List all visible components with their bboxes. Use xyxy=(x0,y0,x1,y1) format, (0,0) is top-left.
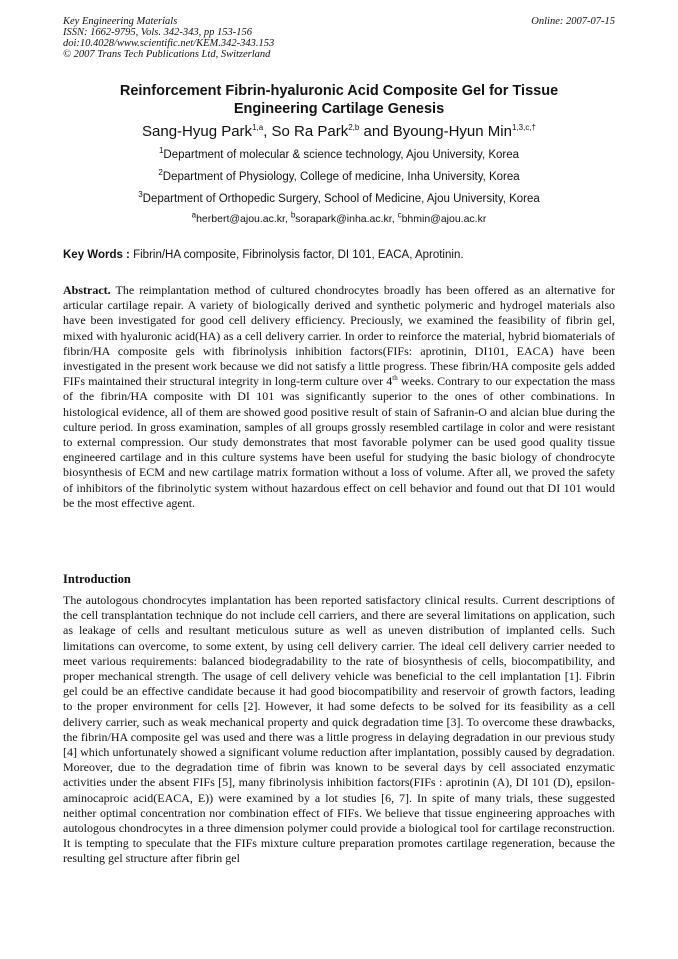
abstract-label: Abstract. xyxy=(63,283,111,297)
author-name: Byoung-Hyun Min xyxy=(392,123,512,140)
journal-name: Key Engineering Materials xyxy=(63,16,178,27)
title-line-2: Engineering Cartilage Genesis xyxy=(233,101,445,117)
affiliation-1 xyxy=(63,148,615,162)
ordinal-suffix: th xyxy=(392,374,398,383)
keywords-label: Key Words : xyxy=(63,249,130,261)
affiliation-mark: 3 xyxy=(138,190,143,200)
author-name: So Ra Park xyxy=(271,123,349,140)
publication-header xyxy=(63,16,615,60)
email-mark: b xyxy=(290,210,296,220)
author-name: Sang-Hyug Park xyxy=(142,123,253,140)
author-conjunction: and xyxy=(363,123,389,140)
email-address[interactable]: sorapark@inha.ac.kr, xyxy=(295,213,395,225)
title-line-1: Reinforcement Fibrin-hyaluronic Acid Composite Gel for Tissue xyxy=(119,83,559,99)
email-address[interactable]: herbert@ajou.ac.kr, xyxy=(196,213,288,225)
email-list xyxy=(63,212,615,226)
paper-title xyxy=(63,82,615,118)
email-mark: c xyxy=(397,210,402,220)
issn-line: ISSN: 1662-9795, Vols. 342-343, pp 153-156 xyxy=(63,27,252,38)
email-address[interactable]: bhmin@ajou.ac.kr xyxy=(401,213,487,225)
author-affiliation-mark: 1,3,c,† xyxy=(511,123,536,132)
author-affiliation-mark: 2,b xyxy=(348,123,360,132)
section-heading-introduction: Introduction xyxy=(63,572,131,586)
affiliation-text: Department of molecular & science technology, Ajou University, Korea xyxy=(163,149,520,161)
affiliation-2 xyxy=(63,170,615,184)
affiliation-text: Department of Physiology, College of medicine, Inha University, Korea xyxy=(162,171,520,183)
affiliation-mark: 2 xyxy=(158,168,163,178)
abstract xyxy=(63,283,615,511)
copyright-line: © 2007 Trans Tech Publications Ltd, Switzerland xyxy=(63,49,271,60)
introduction-paragraph: The autologous chondrocytes implantation has been reported satisfactory clinical results. Current descriptions of the cell transplantation technique do not include cell carriers, and there are several limitations on application, such as leakage of cells and resultant meticulous suture as well as uneven distribution of implanted cells. Such limitations can overcome, to some extent, by using cell delivery carrier. The ideal cell delivery carrier needed to meet various requirements: balanced biodegradability to the rate of biosynthesis of cells, biocompatibility, and proper mechanical strength. The usage of cell delivery vehicle was beneficial to the cell implantation [1]. Fibrin gel could be an effective candidate because it had good biocompatibility and reservoir of growth factors, leading to the proper environment for cells [2]. However, it had some defects to be solved for its feasibility as a cell delivery carrier, such as weak mechanical property and quick degradation time [3]. To overcome these drawbacks, the fibrin/HA composite gel was used and there was a little progress in delaying degradation in our previous study [4] which unfortunately showed a significant volume reduction after implantation, possibly caused by degradation. Moreover, due to the degradation time of fibrin was known to be several days by cell associated enzymatic activities under the absent FIFs [5], many fibrinolysis inhibition factors(FIFs : aprotinin (A), DI 101 (D), epsilon-aminocaproic acid(EACA, E)) were examined by a lot studies [6, 7]. In spite of many trials, these suggested neither optimal concentration nor combination effect of FIFs. We believe that tissue engineering approaches with autologous chondrocytes in a three dimension polymer could provide a biological tool for cartilage reconstruction. It is tempting to speculate that the FIFs mixture culture preparation promotes cartilage regeneration, because the resulting gel structure after fibrin gel xyxy=(63,593,615,866)
online-date: Online: 2007-07-15 xyxy=(531,16,615,27)
affiliation-mark: 1 xyxy=(158,146,164,156)
keywords xyxy=(63,247,615,263)
author-affiliation-mark: 1,a xyxy=(252,123,264,132)
doi-line: doi:10.4028/www.scientific.net/KEM.342-343.153 xyxy=(63,38,275,49)
keywords-text: Fibrin/HA composite, Fibrinolysis factor, DI 101, EACA, Aprotinin. xyxy=(133,249,464,261)
author-list: Sang-Hyug Park$^{1,a}$, So Ra Park$^{2,b}$ and Byoung-Hyun Min$^{1,3,c,\dagger}$ xyxy=(142,123,536,140)
abstract-text-continued: weeks. Contrary to our expectation the mass of the fibrin/HA composite with DI 101 was significantly superior to the ones of other combinations. In histological evidence, all of them are showed good positive result of stain of Safranin-O and alcian blue during the culture period. In gross examination, samples of all groups grossly resembled cartilage in color and were resistant to external compression. Our study demonstrates that most favorable polymer can be used good quality tissue engineered cartilage and in this culture systems have been useful for studying the basic biology of chondrocyte biosynthesis of ECM and new cartilage matrix formation without a loss of volume. After all, we proved the safety of inhibitors of the fibrinolytic system without hazardous effect on cell behavior and found out that DI 101 would be the most effective agent. xyxy=(63,374,615,510)
abstract-text: The reimplantation method of cultured chondrocytes broadly has been offered as an alternative for articular cartilage repair. A variety of biologically derived and synthetic polymeric and hydrogel materials also have been investigated for good cell delivery efficiency. Preciously, we examined the feasibility of fibrin gel, mixed with hyaluronic acid(HA) as a cell delivery carrier. In order to reinforce the material, hybrid biomaterials of fibrin/HA composite gels with fibrinolysis inhibition factors(FIFs: aprotinin, DI101, EACA) have been investigated in the present work because we did not satisfy a little progress. These fibrin/HA composite gels added FIFs maintained their structural integrity in long-term culture over 4 xyxy=(63,283,615,389)
email-mark: a xyxy=(191,210,197,220)
affiliation-text: Department of Orthopedic Surgery, School of Medicine, Ajou University, Korea xyxy=(142,193,540,205)
affiliation-3 xyxy=(63,192,615,206)
